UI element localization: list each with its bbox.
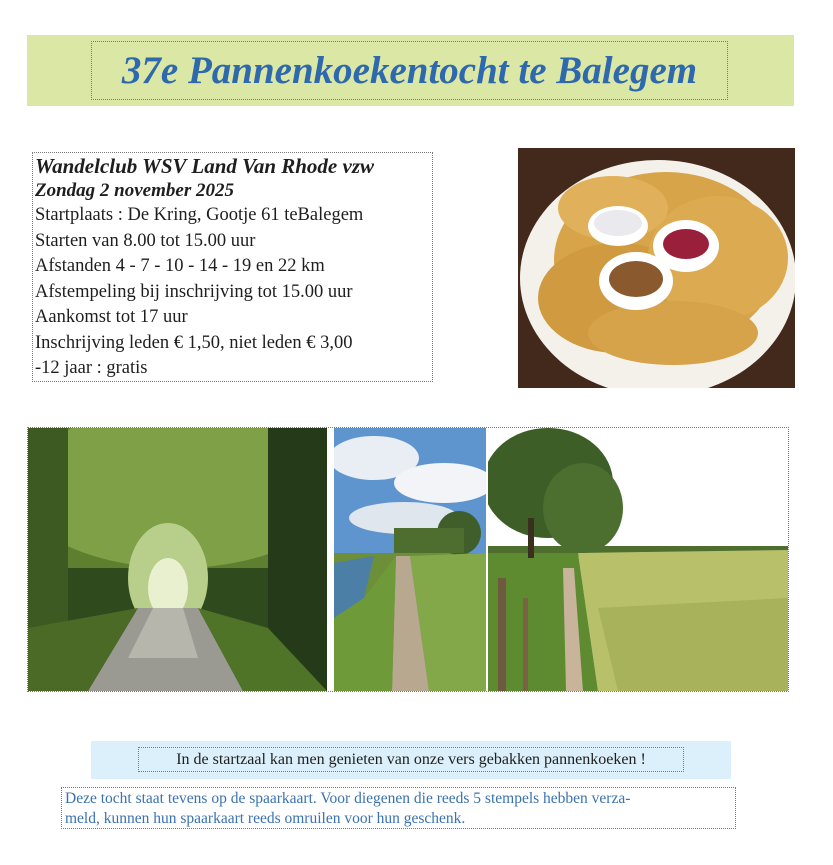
info-line-start-location: Startplaats : De Kring, Gootje 61 teBalegem	[35, 205, 364, 225]
spaarkaart-note	[61, 787, 736, 829]
info-line-arrival: Aankomst tot 17 uur	[35, 307, 188, 327]
spaarkaart-line-1: Deze tocht staat tevens op de spaarkaart. Voor diegenen die reeds 5 stempels hebben verza-	[65, 790, 631, 807]
info-line-fees: Inschrijving leden € 1,50, niet leden € 3,00	[35, 332, 353, 353]
spaarkaart-line-2: meld, kunnen hun spaarkaart reeds omruilen voor hun geschenk.	[65, 810, 466, 827]
tree-tunnel-photo	[28, 428, 327, 691]
field-path-photo	[488, 428, 788, 691]
title-frame	[91, 41, 728, 100]
pancake-photo	[518, 148, 795, 388]
info-line-children: -12 jaar : gratis	[35, 358, 148, 378]
info-line-start-times: Starten van 8.00 tot 15.00 uur	[35, 230, 256, 251]
info-line-distances: Afstanden 4 - 7 - 10 - 14 - 19 en 22 km	[35, 256, 325, 276]
canal-path-photo	[334, 428, 486, 691]
event-date: Zondag 2 november 2025	[35, 180, 234, 201]
club-name: Wandelclub WSV Land Van Rhode vzw	[35, 154, 375, 178]
pancake-note: In de startzaal kan men genieten van onze vers gebakken pannenkoeken !	[138, 747, 684, 772]
page-title: 37e Pannenkoekentocht te Balegem	[121, 49, 698, 92]
event-info-box	[32, 152, 433, 382]
info-line-stamping: Afstempeling bij inschrijving tot 15.00 uur	[35, 281, 353, 302]
